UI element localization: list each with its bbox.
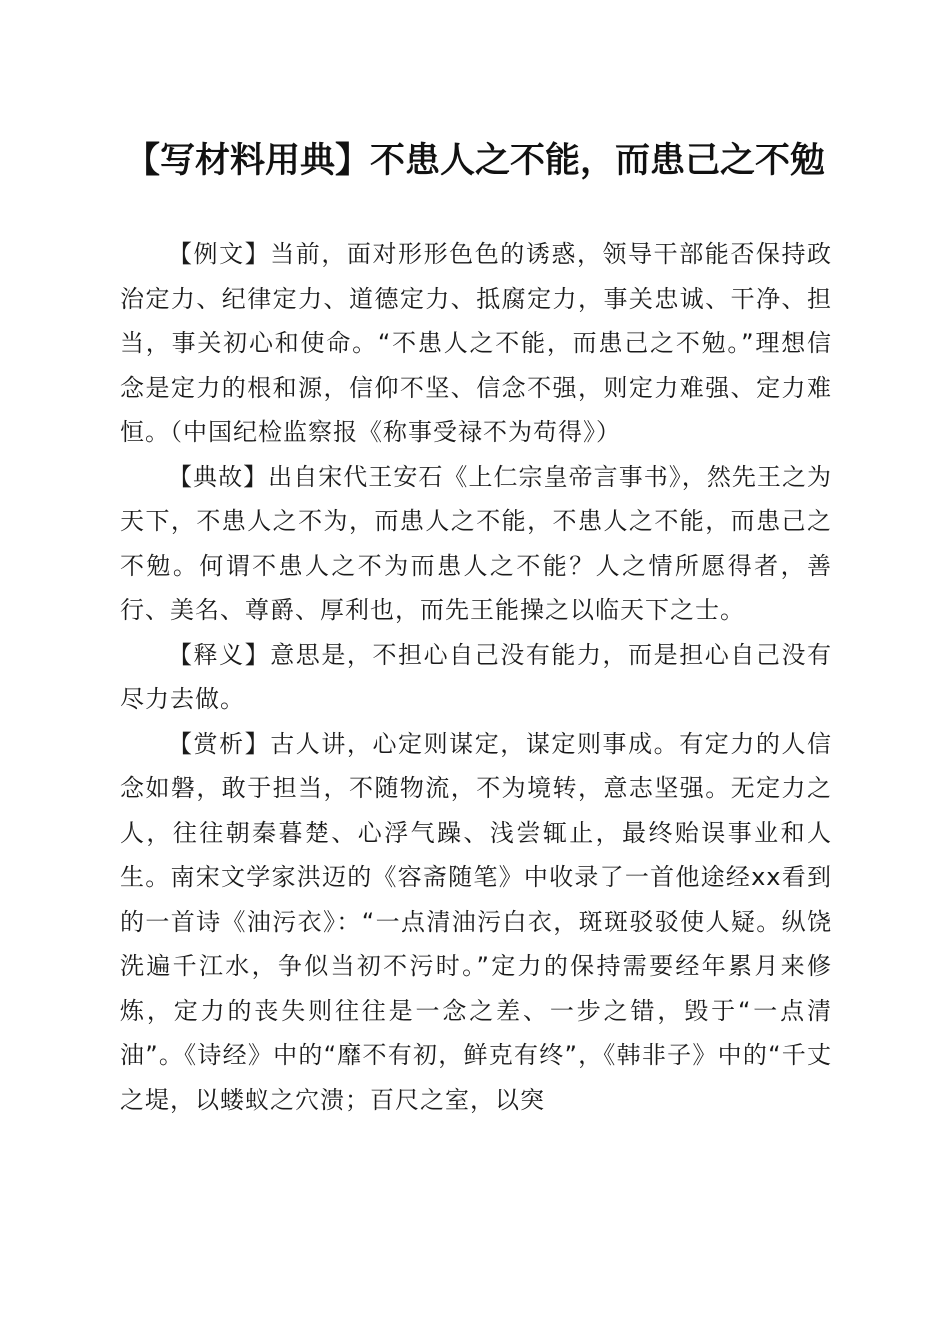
paragraph-tag: 【释义】 xyxy=(168,640,271,669)
paragraph-text: 当前，面对形形色色的诱惑，领导干部能否保持政治定力、纪律定力、道德定力、抵腐定力，事关忠诚、干净、担当，事关初心和使命。“不患人之不能，而患己之不勉。”理想信念是定力的根和源，信仰不坚、信念不强，则定力难强、定力难恒。（中国纪检监察报《称事受禄不为苟得》） xyxy=(120,240,833,446)
document-body xyxy=(120,232,832,1122)
paragraph-meaning xyxy=(120,633,832,722)
document-title: 【写材料用典】不患人之不能，而患己之不勉 xyxy=(124,140,825,181)
paragraph-text: 出自宋代王安石《上仁宗皇帝言事书》，然先王之为天下，不患人之不为，而患人之不能，不患人之不能，而患己之不勉。何谓不患人之不为而患人之不能？人之情所愿得者，善行、美名、尊爵、厚利也，而先王能操之以临天下之士。 xyxy=(120,462,833,624)
paragraph-text: 意思是，不担心自己没有能力，而是担心自己没有尽力去做。 xyxy=(120,640,833,713)
paragraph-tag: 【典故】 xyxy=(168,462,269,491)
paragraph-tag: 【例文】 xyxy=(168,240,271,268)
paragraph-example xyxy=(120,232,832,455)
paragraph-text: 古人讲，心定则谋定，谋定则事成。有定力的人信念如磐，敢于担当，不随物流，不为境转，意志坚强。无定力之人，往往朝秦暮楚、心浮气躁、浅尝辄止，最终贻误事业和人生。南宋文学家洪迈的《容斋随笔》中收录了一首他途经xx看到的一首诗《油污衣》：“一点清油污白衣，斑斑驳驳使人疑。纵饶洗遍千江水，争似当初不污时。”定力的保持需要经年累月来修炼，定力的丧失则往往是一念之差、一步之错，毁于“一点清油”。《诗经》中的“靡不有初，鲜克有终”，《韩非子》中的“千丈之堤，以蝼蚁之穴溃；百尺之室，以突 xyxy=(120,729,833,1114)
paragraph-tag: 【赏析】 xyxy=(168,729,271,758)
paragraph-allusion xyxy=(120,455,832,633)
paragraph-appreciation xyxy=(120,722,832,1123)
